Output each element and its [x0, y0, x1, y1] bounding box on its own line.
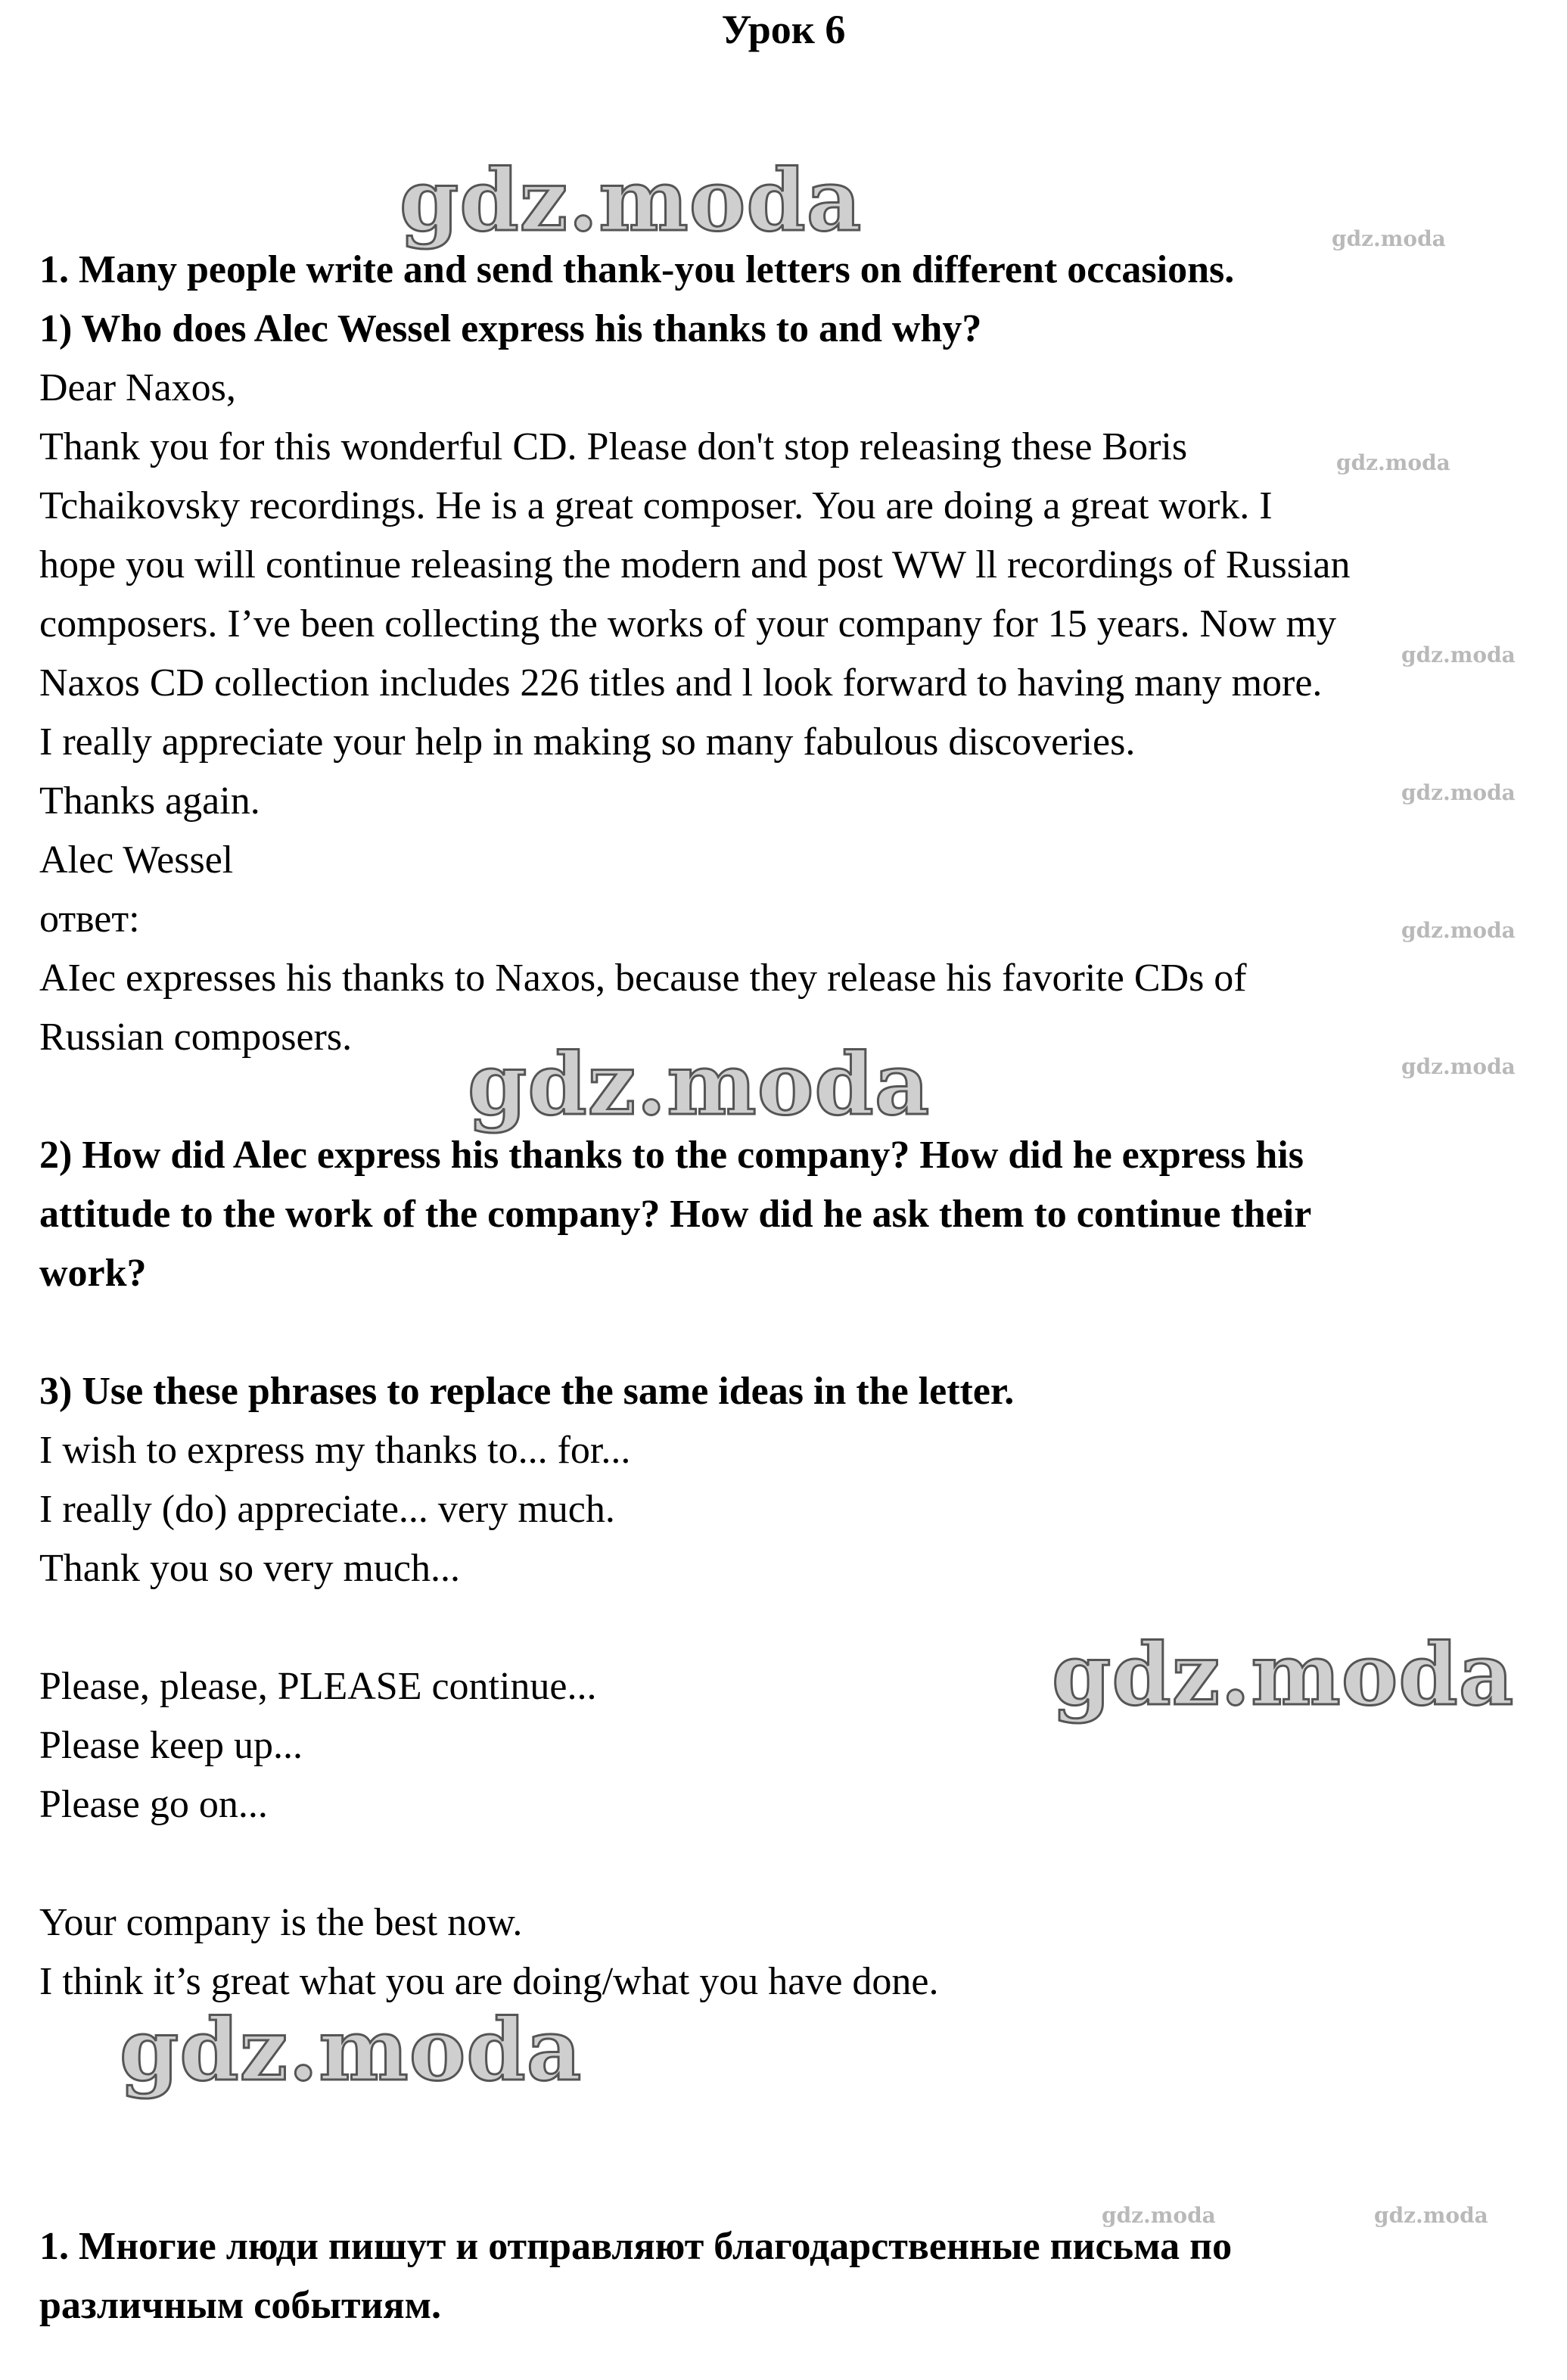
watermark-small: gdz.moda [1374, 2203, 1488, 2228]
phrase-line: Thank you so very much... [39, 1547, 461, 1590]
watermark-small: gdz.moda [1401, 780, 1516, 805]
answer-line: Russian composers. [39, 1016, 353, 1059]
phrase-line: I think it’s great what you are doing/what you have done. [39, 1960, 939, 2003]
watermark-large: gdz.moda [400, 151, 863, 250]
watermark-small: gdz.moda [1401, 642, 1516, 667]
question-2: work? [39, 1252, 147, 1295]
letter-line: composers. I’ve been collecting the works of your company for 15 years. Now my [39, 602, 1337, 646]
question-3: 3) Use these phrases to replace the same ideas in the letter. [39, 1370, 1015, 1413]
phrase-line: I wish to express my thanks to... for... [39, 1429, 631, 1472]
watermark-small: gdz.moda [1401, 1054, 1516, 1079]
letter-line: Thanks again. [39, 779, 260, 823]
letter-line: Thank you for this wonderful CD. Please don't stop releasing these Boris [39, 425, 1188, 468]
question-2: attitude to the work of the company? How did he ask them to continue their [39, 1193, 1312, 1236]
letter-line: Tchaikovsky recordings. He is a great composer. You are doing a great work. I [39, 484, 1273, 527]
letter-line: Alec Wessel [39, 838, 234, 882]
watermark-small: gdz.moda [1336, 450, 1450, 475]
lesson-title: Урок 6 [721, 7, 846, 52]
watermark-large: gdz.moda [468, 1035, 931, 1134]
watermark-small: gdz.moda [1102, 2203, 1216, 2228]
letter-line: Dear Naxos, [39, 366, 236, 409]
ru-exercise-heading: различным событиям. [39, 2284, 441, 2327]
letter-line: I really appreciate your help in making so many fabulous discoveries. [39, 720, 1136, 764]
phrase-line: Your company is the best now. [39, 1901, 523, 1944]
question-2: 2) How did Alec express his thanks to the company? How did he express his [39, 1134, 1304, 1177]
question-1: 1) Who does Alec Wessel express his thanks to and why? [39, 307, 982, 350]
letter-line: hope you will continue releasing the modern and post WW ll recordings of Russian [39, 543, 1351, 586]
phrase-line: Please go on... [39, 1783, 268, 1826]
watermark-small: gdz.moda [1401, 918, 1516, 943]
watermark-large: gdz.moda [1052, 1626, 1515, 1725]
phrase-line: I really (do) appreciate... very much. [39, 1488, 615, 1531]
watermark-small: gdz.moda [1332, 226, 1446, 251]
phrase-line: Please keep up... [39, 1724, 303, 1767]
exercise-heading: 1. Many people write and send thank-you letters on different occasions. [39, 248, 1235, 291]
watermark-large: gdz.moda [120, 2001, 583, 2100]
answer-line: AIec expresses his thanks to Naxos, because they release his favorite CDs of [39, 957, 1247, 1000]
letter-line: Naxos CD collection includes 226 titles and l look forward to having many more. [39, 661, 1323, 705]
ru-exercise-heading: 1. Многие люди пишут и отправляют благодарственные письма по [39, 2225, 1233, 2268]
phrase-line: Please, please, PLEASE continue... [39, 1665, 597, 1708]
answer-label: ответ: [39, 898, 140, 941]
